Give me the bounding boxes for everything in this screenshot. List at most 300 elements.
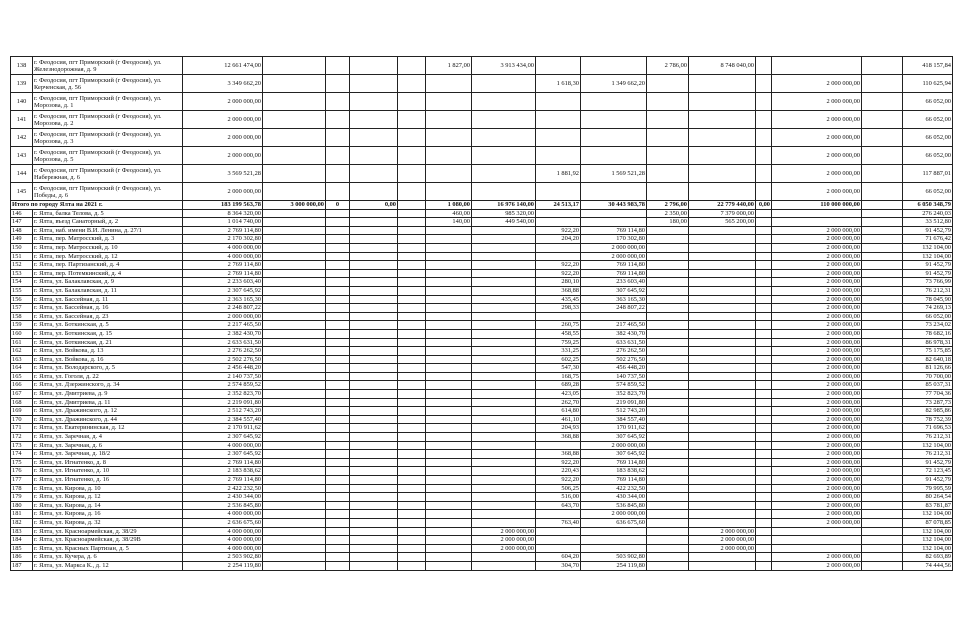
spacer-cell: [862, 165, 903, 183]
value-cell: [647, 458, 689, 467]
row-number: 175: [11, 458, 33, 467]
value-cell: 307 645,92: [581, 286, 647, 295]
spacer-cell: [862, 218, 903, 227]
value-cell: [398, 484, 426, 493]
value-cell: [756, 476, 772, 485]
spacer-cell: [862, 57, 903, 75]
value-cell: [472, 510, 536, 519]
value-cell: [647, 561, 689, 570]
value-cell: [472, 261, 536, 270]
spacer-cell: [862, 209, 903, 218]
value-cell: 2 000 000,00: [581, 252, 647, 261]
value-cell: [263, 286, 326, 295]
value-cell: [398, 235, 426, 244]
value-cell: [756, 183, 772, 201]
row-number: 167: [11, 390, 33, 399]
spacer-cell: [862, 484, 903, 493]
value-cell: [426, 553, 472, 562]
spacer-cell: [862, 183, 903, 201]
value-cell: [426, 183, 472, 201]
spacer-cell: [862, 304, 903, 313]
value-cell: [350, 493, 398, 502]
value-cell: [350, 381, 398, 390]
table-row: [11, 501, 953, 510]
spacer-cell: [862, 347, 903, 356]
value-cell: 66 052,00: [903, 147, 953, 165]
value-cell: 76 212,31: [903, 433, 953, 442]
row-number: 152: [11, 261, 33, 270]
total-cost-cell: 2 430 344,00: [183, 493, 263, 502]
value-cell: [647, 390, 689, 399]
value-cell: 180,00: [647, 218, 689, 227]
value-cell: [350, 226, 398, 235]
value-cell: 2 000 000,00: [772, 93, 862, 111]
value-cell: 78 045,90: [903, 295, 953, 304]
row-number: 139: [11, 75, 33, 93]
value-cell: [472, 111, 536, 129]
value-cell: 922,20: [536, 226, 581, 235]
value-cell: [263, 261, 326, 270]
table-row: [11, 329, 953, 338]
value-cell: [426, 493, 472, 502]
value-cell: [326, 209, 350, 218]
value-cell: 2 000 000,00: [772, 518, 862, 527]
value-cell: [263, 424, 326, 433]
value-cell: [581, 147, 647, 165]
value-cell: 183 838,62: [581, 467, 647, 476]
table-row: [11, 261, 953, 270]
value-cell: [756, 364, 772, 373]
value-cell: [647, 355, 689, 364]
address-cell: г. Феодосия, пгт Приморский (г Феодосия), ул. Морозова, д. 3: [33, 129, 183, 147]
value-cell: [426, 441, 472, 450]
value-cell: 985 320,00: [472, 209, 536, 218]
address-cell: г. Феодосия, пгт Приморский (г Феодосия), ул. Морозова, д. 2: [33, 111, 183, 129]
value-cell: [398, 553, 426, 562]
value-cell: [350, 129, 398, 147]
value-cell: 565 200,00: [689, 218, 756, 227]
value-cell: [263, 458, 326, 467]
value-cell: [772, 536, 862, 545]
table-row: [11, 252, 953, 261]
spacer-cell: [862, 493, 903, 502]
value-cell: [326, 329, 350, 338]
value-cell: [350, 536, 398, 545]
value-cell: [756, 278, 772, 287]
value-cell: [472, 312, 536, 321]
value-cell: [426, 544, 472, 553]
value-cell: [472, 183, 536, 201]
value-cell: [756, 286, 772, 295]
value-cell: [350, 424, 398, 433]
value-cell: [472, 561, 536, 570]
value-cell: [581, 183, 647, 201]
value-cell: 458,55: [536, 329, 581, 338]
value-cell: [689, 261, 756, 270]
row-number: 160: [11, 329, 33, 338]
value-cell: 1 349 662,20: [581, 75, 647, 93]
value-cell: [350, 390, 398, 399]
row-number: 185: [11, 544, 33, 553]
value-cell: [326, 147, 350, 165]
value-cell: 66 052,00: [903, 111, 953, 129]
value-cell: [263, 347, 326, 356]
value-cell: 449 540,00: [472, 218, 536, 227]
value-cell: [472, 338, 536, 347]
value-cell: [647, 235, 689, 244]
value-cell: [398, 183, 426, 201]
value-cell: [426, 407, 472, 416]
value-cell: [263, 390, 326, 399]
value-cell: 418 157,84: [903, 57, 953, 75]
row-number: 165: [11, 372, 33, 381]
value-cell: 140 737,50: [581, 372, 647, 381]
value-cell: 614,80: [536, 407, 581, 416]
row-number: 156: [11, 295, 33, 304]
value-cell: [263, 493, 326, 502]
value-cell: [350, 415, 398, 424]
value-cell: [263, 338, 326, 347]
spacer-cell: [862, 329, 903, 338]
value-cell: [581, 312, 647, 321]
value-cell: [426, 129, 472, 147]
value-cell: [426, 75, 472, 93]
total-cost-cell: 2 422 232,50: [183, 484, 263, 493]
value-cell: 368,88: [536, 286, 581, 295]
value-cell: [263, 304, 326, 313]
total-value-cell: 0,00: [756, 201, 772, 210]
value-cell: [263, 147, 326, 165]
value-cell: 2 000 000,00: [472, 527, 536, 536]
table-row: [11, 304, 953, 313]
row-number: 141: [11, 111, 33, 129]
value-cell: [350, 527, 398, 536]
value-cell: 1 618,30: [536, 75, 581, 93]
value-cell: [647, 295, 689, 304]
value-cell: 2 000 000,00: [772, 450, 862, 459]
total-cost-cell: 2 000 000,00: [183, 147, 263, 165]
value-cell: [772, 527, 862, 536]
value-cell: [263, 398, 326, 407]
value-cell: 110 625,94: [903, 75, 953, 93]
total-value-cell: 110 000 000,00: [772, 201, 862, 210]
value-cell: 2 000 000,00: [772, 484, 862, 493]
value-cell: [350, 57, 398, 75]
table-row: [11, 338, 953, 347]
value-cell: [426, 476, 472, 485]
value-cell: [756, 304, 772, 313]
value-cell: [581, 111, 647, 129]
value-cell: [398, 269, 426, 278]
value-cell: [326, 467, 350, 476]
total-cost-cell: 2 769 114,80: [183, 476, 263, 485]
total-cost-cell: 2 636 675,60: [183, 518, 263, 527]
value-cell: [772, 57, 862, 75]
spacer-cell: [862, 450, 903, 459]
value-cell: 132 104,00: [903, 510, 953, 519]
value-cell: 260,75: [536, 321, 581, 330]
value-cell: [326, 433, 350, 442]
address-cell: г. Феодосия, пгт Приморский (г Феодосия), ул. Железнодорожная, д. 9: [33, 57, 183, 75]
value-cell: [472, 424, 536, 433]
value-cell: 72 123,45: [903, 467, 953, 476]
value-cell: [689, 518, 756, 527]
value-cell: [647, 450, 689, 459]
value-cell: 91 452,79: [903, 476, 953, 485]
value-cell: [647, 527, 689, 536]
value-cell: 602,25: [536, 355, 581, 364]
value-cell: [326, 501, 350, 510]
value-cell: [536, 510, 581, 519]
spacer-cell: [862, 278, 903, 287]
value-cell: [398, 450, 426, 459]
address-cell: г. Феодосия, пгт Приморский (г Феодосия), ул. Морозова, д. 1: [33, 93, 183, 111]
value-cell: [398, 218, 426, 227]
value-cell: [472, 93, 536, 111]
spacer-cell: [862, 398, 903, 407]
value-cell: 2 000 000,00: [772, 433, 862, 442]
value-cell: [326, 129, 350, 147]
total-cost-cell: 1 014 740,00: [183, 218, 263, 227]
value-cell: [689, 347, 756, 356]
table-row: [11, 450, 953, 459]
value-cell: 280,10: [536, 278, 581, 287]
value-cell: 456 448,20: [581, 364, 647, 373]
address-cell: г. Ялта, ул. Маркса К., д. 12: [33, 561, 183, 570]
value-cell: 91 452,79: [903, 269, 953, 278]
value-cell: [326, 347, 350, 356]
value-cell: [689, 467, 756, 476]
value-cell: [756, 129, 772, 147]
value-cell: [350, 295, 398, 304]
value-cell: [756, 536, 772, 545]
value-cell: [326, 381, 350, 390]
value-cell: [350, 450, 398, 459]
value-cell: 76 212,31: [903, 286, 953, 295]
value-cell: 2 000 000,00: [772, 235, 862, 244]
total-cost-cell: 2 769 114,80: [183, 261, 263, 270]
value-cell: [472, 450, 536, 459]
table-row: [11, 93, 953, 111]
value-cell: 91 452,79: [903, 458, 953, 467]
value-cell: 307 645,92: [581, 433, 647, 442]
value-cell: [263, 484, 326, 493]
value-cell: [647, 329, 689, 338]
total-cost-cell: 4 000 000,00: [183, 510, 263, 519]
total-cost-cell: 2 217 465,50: [183, 321, 263, 330]
address-cell: г. Феодосия, пгт Приморский (г Феодосия), ул. Победы, д. 6: [33, 183, 183, 201]
value-cell: [350, 347, 398, 356]
value-cell: [350, 261, 398, 270]
value-cell: 2 000 000,00: [772, 75, 862, 93]
value-cell: 2 000 000,00: [772, 424, 862, 433]
total-cost-cell: 4 000 000,00: [183, 243, 263, 252]
row-number: 180: [11, 501, 33, 510]
value-cell: [326, 93, 350, 111]
address-cell: г. Ялта, ул. Балаклавская, д. 9: [33, 278, 183, 287]
value-cell: [756, 433, 772, 442]
value-cell: 132 104,00: [903, 527, 953, 536]
value-cell: [426, 527, 472, 536]
value-cell: [756, 295, 772, 304]
value-cell: [756, 450, 772, 459]
spacer-cell: [862, 467, 903, 476]
value-cell: [689, 278, 756, 287]
spacer-cell: [862, 201, 903, 210]
value-cell: 307 645,92: [581, 450, 647, 459]
value-cell: [756, 269, 772, 278]
value-cell: [756, 467, 772, 476]
value-cell: [350, 433, 398, 442]
value-cell: 204,20: [536, 235, 581, 244]
value-cell: [350, 458, 398, 467]
value-cell: 689,28: [536, 381, 581, 390]
value-cell: [647, 261, 689, 270]
table-row: [11, 415, 953, 424]
value-cell: [472, 286, 536, 295]
value-cell: [350, 183, 398, 201]
value-cell: [263, 467, 326, 476]
value-cell: 759,25: [536, 338, 581, 347]
table-row: [11, 286, 953, 295]
address-cell: г. Ялта, ул. Красноармейская, д. 38/29: [33, 527, 183, 536]
value-cell: [326, 398, 350, 407]
value-cell: 2 000 000,00: [772, 269, 862, 278]
address-cell: г. Ялта, ул. Игнатенко, д. 16: [33, 476, 183, 485]
value-cell: [472, 467, 536, 476]
spacer-cell: [862, 129, 903, 147]
value-cell: [689, 93, 756, 111]
value-cell: 87 078,85: [903, 518, 953, 527]
total-cost-cell: 2 503 902,80: [183, 553, 263, 562]
value-cell: [472, 518, 536, 527]
value-cell: [398, 295, 426, 304]
value-cell: [756, 218, 772, 227]
total-cost-cell: 12 661 474,00: [183, 57, 263, 75]
value-cell: [350, 209, 398, 218]
table-row: [11, 347, 953, 356]
value-cell: [326, 269, 350, 278]
value-cell: [647, 75, 689, 93]
total-cost-cell: 2 307 645,92: [183, 286, 263, 295]
value-cell: [647, 129, 689, 147]
value-cell: [536, 209, 581, 218]
value-cell: 763,40: [536, 518, 581, 527]
value-cell: [326, 518, 350, 527]
spacer-cell: [862, 111, 903, 129]
value-cell: [536, 218, 581, 227]
value-cell: [326, 243, 350, 252]
value-cell: [647, 372, 689, 381]
value-cell: [689, 553, 756, 562]
value-cell: [326, 75, 350, 93]
total-cost-cell: 2 307 645,92: [183, 433, 263, 442]
address-cell: г. Ялта, ул. Красных Партизан, д. 5: [33, 544, 183, 553]
address-cell: г. Ялта, ул. Дмитриева, д. 9: [33, 390, 183, 399]
total-cost-cell: 2 769 114,80: [183, 269, 263, 278]
value-cell: 3 913 434,00: [472, 57, 536, 75]
value-cell: [647, 286, 689, 295]
value-cell: [426, 338, 472, 347]
spacer-cell: [862, 561, 903, 570]
spacer-cell: [862, 441, 903, 450]
row-number: 159: [11, 321, 33, 330]
address-cell: г. Ялта, ул. Дмитриева, д. 11: [33, 398, 183, 407]
value-cell: [326, 484, 350, 493]
table-row: [11, 57, 953, 75]
value-cell: [350, 467, 398, 476]
value-cell: [350, 235, 398, 244]
value-cell: [326, 226, 350, 235]
value-cell: 382 430,70: [581, 329, 647, 338]
value-cell: 117 887,01: [903, 165, 953, 183]
value-cell: [350, 321, 398, 330]
total-value-cell: 0: [326, 201, 350, 210]
value-cell: [426, 364, 472, 373]
value-cell: 86 978,31: [903, 338, 953, 347]
value-cell: [689, 390, 756, 399]
value-cell: [263, 364, 326, 373]
address-cell: г. Ялта, ул. Игнатенко, д. 10: [33, 467, 183, 476]
value-cell: [398, 329, 426, 338]
value-cell: 74 444,56: [903, 561, 953, 570]
value-cell: [689, 312, 756, 321]
address-cell: г. Ялта, ул. Екатерининская, д. 12: [33, 424, 183, 433]
value-cell: [263, 295, 326, 304]
value-cell: [772, 209, 862, 218]
value-cell: [689, 183, 756, 201]
value-cell: [756, 165, 772, 183]
total-cost-cell: 2 248 807,22: [183, 304, 263, 313]
total-cost-cell: 2 512 743,20: [183, 407, 263, 416]
value-cell: [398, 364, 426, 373]
value-cell: [426, 450, 472, 459]
value-cell: [536, 527, 581, 536]
table-row: [11, 561, 953, 570]
value-cell: [689, 235, 756, 244]
value-cell: [689, 338, 756, 347]
value-cell: [350, 329, 398, 338]
value-cell: [647, 415, 689, 424]
value-cell: [398, 57, 426, 75]
value-cell: [398, 226, 426, 235]
spacer-cell: [862, 338, 903, 347]
row-number: 166: [11, 381, 33, 390]
value-cell: 2 000 000,00: [772, 129, 862, 147]
value-cell: [756, 553, 772, 562]
value-cell: 33 512,80: [903, 218, 953, 227]
value-cell: [263, 111, 326, 129]
table-row: [11, 147, 953, 165]
value-cell: [689, 111, 756, 129]
value-cell: [536, 183, 581, 201]
spacer-cell: [862, 286, 903, 295]
row-number: 172: [11, 433, 33, 442]
value-cell: 132 104,00: [903, 243, 953, 252]
total-cost-cell: 2 000 000,00: [183, 129, 263, 147]
value-cell: [756, 493, 772, 502]
value-cell: [426, 321, 472, 330]
value-cell: [472, 129, 536, 147]
value-cell: 2 000 000,00: [772, 329, 862, 338]
address-cell: г. Ялта, ул. Игнатенко, д. 8: [33, 458, 183, 467]
value-cell: [326, 312, 350, 321]
total-cost-cell: 4 000 000,00: [183, 252, 263, 261]
row-number: 164: [11, 364, 33, 373]
value-cell: [263, 252, 326, 261]
total-cost-cell: 2 233 603,40: [183, 278, 263, 287]
value-cell: [263, 536, 326, 545]
